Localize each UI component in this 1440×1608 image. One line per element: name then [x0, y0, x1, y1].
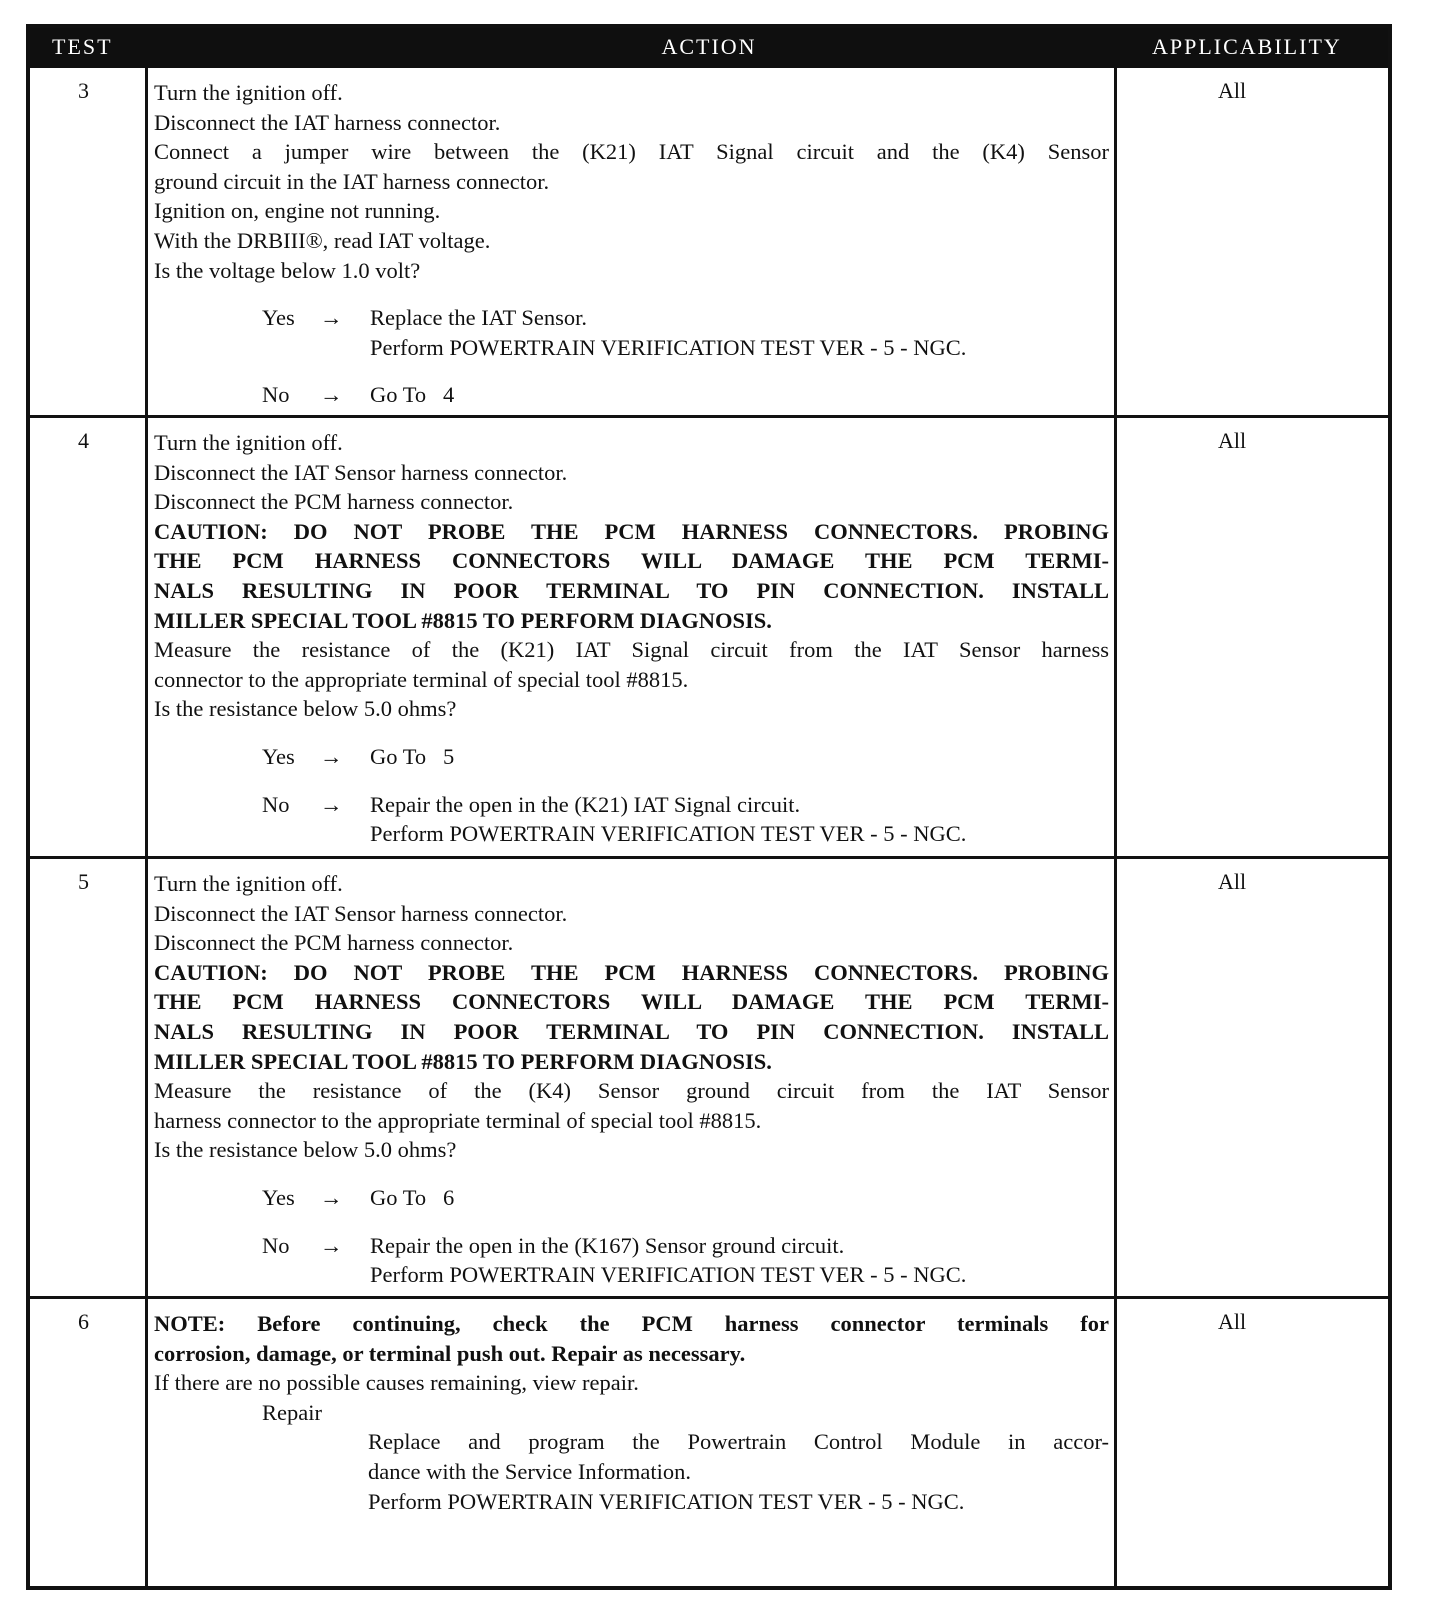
repair-label: Repair: [262, 1399, 322, 1425]
test-number: 6: [78, 1309, 89, 1334]
yes-response: [154, 1183, 1109, 1213]
yes-response: [154, 742, 1109, 772]
step-text: If there are no possible causes remaining, view repair.: [154, 1370, 639, 1396]
step-text: Is the resistance below 5.0 ohms?: [154, 1137, 457, 1163]
arrow-icon: →: [320, 1184, 343, 1210]
no-result: [370, 790, 1109, 849]
repair-text: [154, 1427, 1109, 1516]
step-text: connector to the appropriate terminal of special tool #8815.: [154, 666, 689, 692]
header-action: ACTION: [661, 34, 757, 59]
step-text: Measure the resistance of the (K21) IAT Signal circuit from the IAT Sensor harness: [154, 637, 1109, 663]
result-line: Perform POWERTRAIN VERIFICATION TEST VER - 5 - NGC.: [370, 821, 967, 847]
step-text: Disconnect the IAT Sensor harness connector.: [154, 459, 568, 485]
applicability: All: [1218, 428, 1247, 453]
step-text: Is the resistance below 5.0 ohms?: [154, 696, 457, 722]
step-text: Connect a jumper wire between the (K21) IAT Signal circuit and the (K4) Sensor: [154, 139, 1109, 165]
no-label: No: [262, 1232, 290, 1258]
caution-text: NALS RESULTING IN POOR TERMINAL TO PIN CONNECTION. INSTALL: [154, 577, 1109, 603]
yes-label: Yes: [262, 743, 295, 769]
table-row: [30, 418, 1388, 856]
table-header: [30, 28, 1388, 68]
no-response: [154, 1231, 1109, 1290]
no-label: No: [262, 382, 290, 408]
action-cell: [154, 78, 1109, 410]
action-cell: [154, 869, 1109, 1290]
arrow-icon: →: [320, 382, 343, 408]
step-text: Is the voltage below 1.0 volt?: [154, 257, 421, 283]
step-text: Turn the ignition off.: [154, 80, 343, 105]
repair-line: Perform POWERTRAIN VERIFICATION TEST VER - 5 - NGC.: [368, 1488, 965, 1514]
caution-text: MILLER SPECIAL TOOL #8815 TO PERFORM DIAGNOSIS.: [154, 1048, 772, 1074]
no-result: Go To 4: [370, 382, 455, 408]
arrow-icon: →: [320, 305, 343, 331]
caution-text: NALS RESULTING IN POOR TERMINAL TO PIN CONNECTION. INSTALL: [154, 1018, 1109, 1044]
no-label: No: [262, 791, 290, 817]
no-response: [154, 380, 1109, 410]
table-row: [30, 859, 1388, 1296]
yes-result: Go To 6: [370, 1184, 455, 1210]
test-number: 4: [78, 428, 89, 453]
result-line: Perform POWERTRAIN VERIFICATION TEST VER - 5 - NGC.: [370, 334, 967, 360]
yes-result: [370, 303, 1109, 362]
step-text: Ignition on, engine not running.: [154, 198, 441, 224]
arrow-icon: →: [320, 1232, 343, 1258]
step-text: Disconnect the PCM harness connector.: [154, 930, 514, 956]
arrow-icon: →: [320, 791, 343, 817]
note-text: NOTE: Before continuing, check the PCM harness connector terminals for: [154, 1311, 1109, 1336]
note-text: corrosion, damage, or terminal push out. Repair as necessary.: [154, 1340, 746, 1366]
arrow-icon: →: [320, 743, 343, 769]
repair-line: Replace and program the Powertrain Control Module in accor-: [368, 1429, 1109, 1455]
applicability: All: [1218, 869, 1247, 894]
caution-text: CAUTION: DO NOT PROBE THE PCM HARNESS CONNECTORS. PROBING: [154, 959, 1109, 985]
result-line: Repair the open in the (K21) IAT Signal circuit.: [370, 791, 801, 817]
step-text: Disconnect the IAT harness connector.: [154, 109, 501, 135]
no-result: [370, 1231, 1109, 1290]
step-text: Measure the resistance of the (K4) Sensor ground circuit from the IAT Sensor: [154, 1078, 1109, 1104]
step-text: Disconnect the IAT Sensor harness connector.: [154, 900, 568, 926]
caution-text: MILLER SPECIAL TOOL #8815 TO PERFORM DIAGNOSIS.: [154, 607, 772, 633]
test-number: 3: [78, 78, 89, 103]
yes-label: Yes: [262, 305, 295, 331]
step-text: ground circuit in the IAT harness connector.: [154, 168, 550, 194]
header-applicability: APPLICABILITY: [1152, 34, 1342, 59]
table-row: [30, 68, 1388, 415]
step-text: Disconnect the PCM harness connector.: [154, 489, 514, 515]
test-number: 5: [78, 869, 89, 894]
result-line: Perform POWERTRAIN VERIFICATION TEST VER - 5 - NGC.: [370, 1262, 967, 1288]
yes-label: Yes: [262, 1184, 295, 1210]
step-text: Turn the ignition off.: [154, 871, 343, 896]
applicability: All: [1218, 78, 1247, 103]
header-test: TEST: [52, 34, 113, 59]
yes-response: [154, 303, 1109, 362]
caution-text: THE PCM HARNESS CONNECTORS WILL DAMAGE THE PCM TERMI-: [154, 548, 1109, 574]
action-cell: [154, 428, 1109, 849]
yes-result: Go To 5: [370, 743, 455, 769]
caution-text: CAUTION: DO NOT PROBE THE PCM HARNESS CONNECTORS. PROBING: [154, 518, 1109, 544]
repair-line: dance with the Service Information.: [368, 1458, 692, 1484]
diagnostic-table: [26, 24, 1392, 1590]
step-text: harness connector to the appropriate terminal of special tool #8815.: [154, 1107, 762, 1133]
result-line: Repair the open in the (K167) Sensor ground circuit.: [370, 1232, 845, 1258]
no-response: [154, 790, 1109, 849]
applicability: All: [1218, 1309, 1247, 1334]
result-line: Replace the IAT Sensor.: [370, 305, 588, 331]
table-row: [30, 1299, 1388, 1586]
step-text: With the DRBIII®, read IAT voltage.: [154, 227, 491, 253]
step-text: Turn the ignition off.: [154, 430, 343, 455]
caution-text: THE PCM HARNESS CONNECTORS WILL DAMAGE THE PCM TERMI-: [154, 989, 1109, 1015]
action-cell: [154, 1309, 1109, 1516]
